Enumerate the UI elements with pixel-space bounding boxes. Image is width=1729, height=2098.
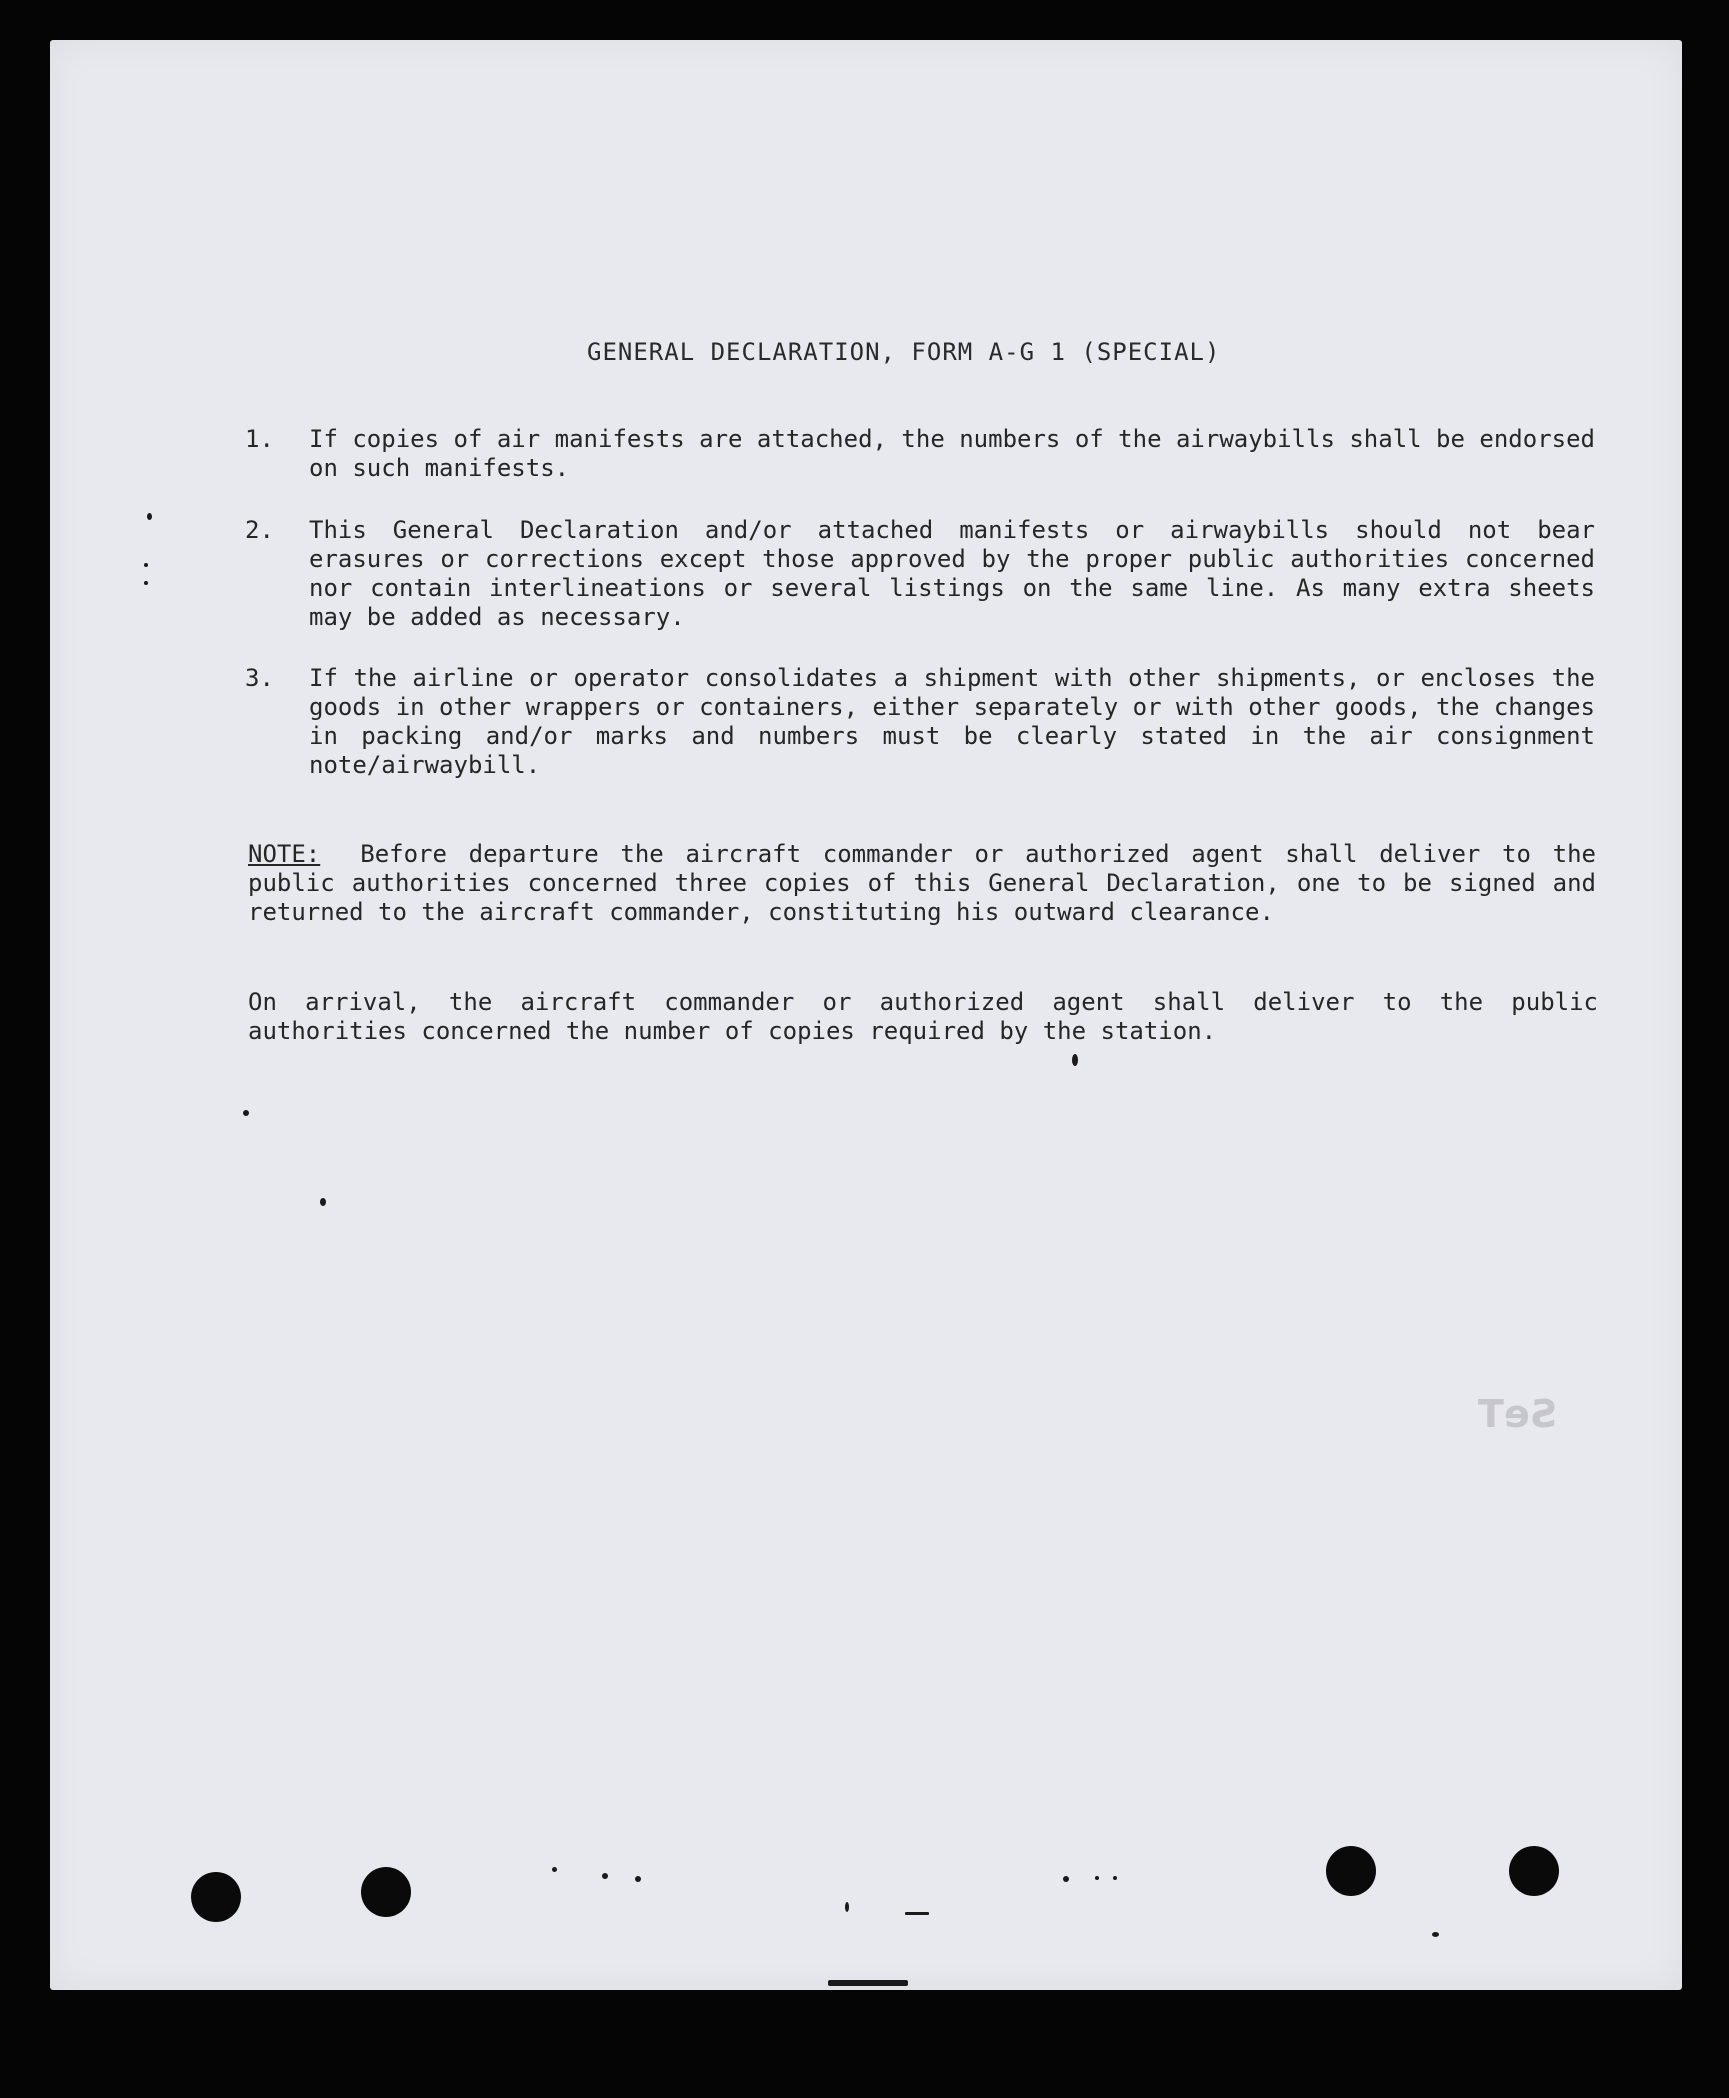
speck-mark <box>1063 1876 1069 1882</box>
speck-mark <box>1072 1054 1078 1066</box>
speck-mark <box>552 1867 557 1872</box>
item-text: If copies of air manifests are attached, the numbers of the airwaybills shall be endorsed on such manifests. <box>309 425 1595 482</box>
speck-mark <box>144 563 148 567</box>
arrival-paragraph: On arrival, the aircraft commander or authorized agent shall deliver to the public authorities concerned the number of copies required by the station. <box>248 988 1598 1045</box>
list-item-1 <box>245 425 1595 483</box>
document-title: GENERAL DECLARATION, FORM A-G 1 (SPECIAL) <box>587 338 1221 366</box>
faint-stamp: SeT <box>1478 1392 1558 1436</box>
speck-mark <box>845 1902 849 1912</box>
speck-mark <box>144 581 148 585</box>
punch-hole <box>361 1867 411 1917</box>
punch-hole <box>1509 1846 1559 1896</box>
speck-mark <box>1432 1932 1439 1937</box>
list-item-2 <box>245 516 1595 632</box>
punch-hole <box>1326 1846 1376 1896</box>
item-number: 2. <box>245 516 274 544</box>
speck-mark <box>905 1912 929 1915</box>
item-text: This General Declaration and/or attached manifests or airwaybills should not bear erasures or corrections except those approved by the proper public authorities concerned nor contain interlineations or several listings on the same line. As many extra sheets may be added as necessary. <box>309 516 1595 631</box>
speck-mark <box>635 1876 641 1882</box>
item-text: If the airline or operator consolidates a shipment with other shipments, or encloses the goods in other wrappers or containers, either separately or with other goods, the changes in packing and/or marks and numbers must be clearly stated in the air consignment note/airwaybill. <box>309 664 1595 779</box>
speck-mark <box>602 1873 608 1879</box>
note-label: NOTE: <box>248 840 321 868</box>
punch-hole <box>191 1872 241 1922</box>
speck-mark <box>828 1980 908 1986</box>
note-paragraph <box>248 840 1596 927</box>
note-text: Before departure the aircraft commander or authorized agent shall deliver to the public authorities concerned three copies of this General Declaration, one to be signed and returned to the aircraft commander, constituting his outward clearance. <box>248 840 1596 926</box>
speck-mark <box>243 1110 249 1116</box>
speck-mark <box>147 513 152 520</box>
speck-mark <box>1113 1876 1117 1880</box>
speck-mark <box>1095 1876 1099 1880</box>
item-number: 1. <box>245 425 274 453</box>
document-page <box>50 40 1682 1990</box>
item-number: 3. <box>245 664 274 692</box>
list-item-3 <box>245 664 1595 780</box>
speck-mark <box>320 1198 326 1206</box>
